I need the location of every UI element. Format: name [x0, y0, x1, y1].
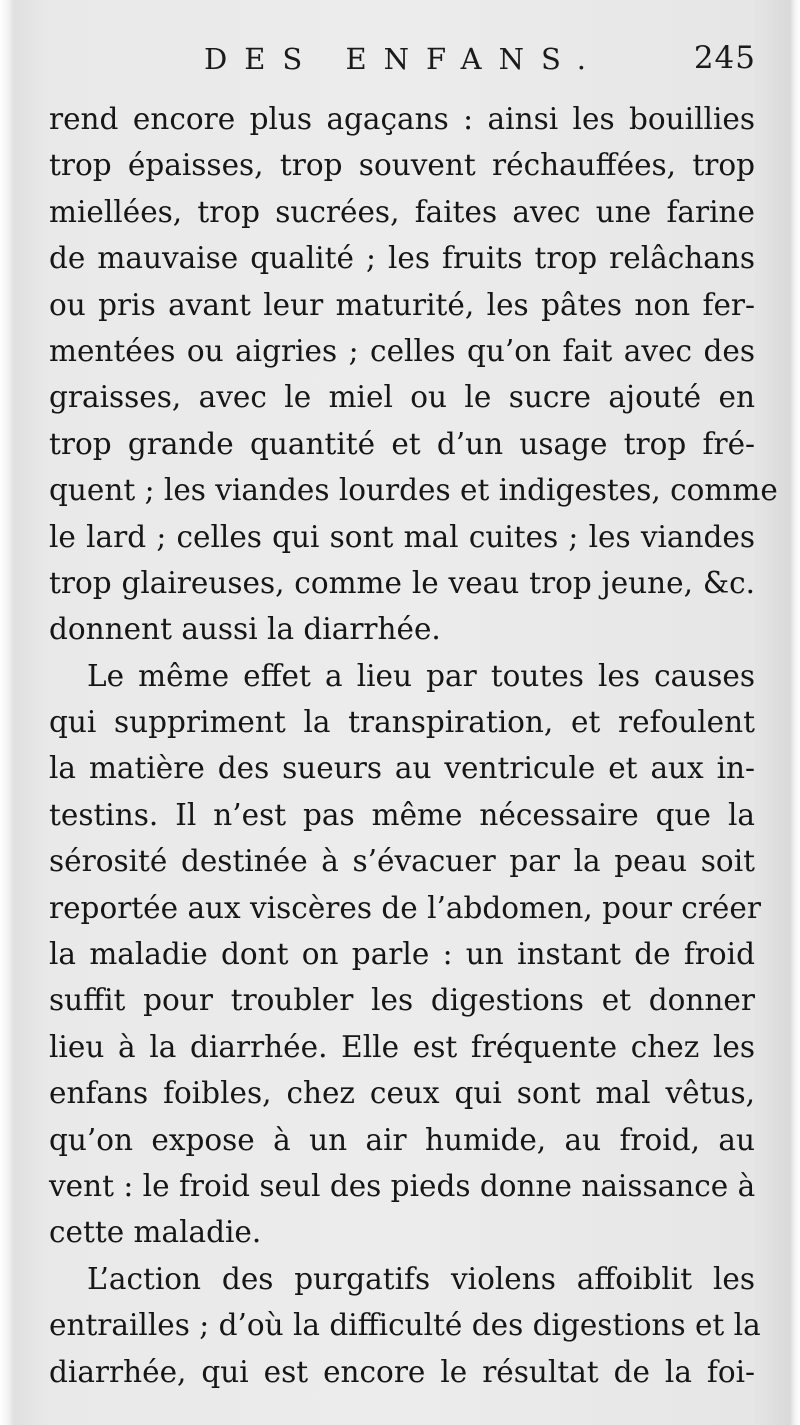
- text-line: lieu à la diarrhée. Elle est fréquente chez les: [49, 1029, 755, 1064]
- text-line: vent : le froid seul des pieds donne naissance à: [49, 1168, 756, 1203]
- page-edge-right: [790, 0, 800, 1425]
- text-line: enfans foibles, chez ceux qui sont mal vêtus,: [49, 1076, 755, 1111]
- page-header: [48, 38, 760, 88]
- page-edge-left: [0, 0, 14, 1425]
- paragraph-start-line: Le même effet a lieu par toutes les causes: [87, 658, 755, 693]
- text-line: trop épaisses, trop souvent réchauffées, trop: [49, 148, 755, 183]
- text-line: qui suppriment la transpiration, et refoulent: [49, 705, 755, 740]
- text-line: cette maladie.: [49, 1215, 262, 1250]
- text-line: de mauvaise qualité ; les fruits trop relâchans: [49, 241, 755, 276]
- text-line: le lard ; celles qui sont mal cuites ; les viandes: [49, 519, 755, 554]
- text-line: donnent aussi la diarrhée.: [49, 612, 441, 647]
- text-line: quent ; les viandes lourdes et indigestes, comme: [49, 473, 778, 508]
- text-line: la maladie dont on parle : un instant de froid: [49, 937, 755, 972]
- text-line: graisses, avec le miel ou le sucre ajouté en: [49, 380, 755, 415]
- text-line: suffit pour troubler les digestions et donner: [49, 983, 755, 1018]
- text-line: reportée aux viscères de l’abdomen, pour créer: [49, 890, 761, 925]
- running-title: DES ENFANS.: [204, 42, 604, 76]
- text-line: diarrhée, qui est encore le résultat de la foi-: [49, 1354, 755, 1389]
- text-line: qu’on expose à un air humide, au froid, au: [49, 1122, 755, 1157]
- body-text: [49, 96, 778, 1395]
- text-line: sérosité destinée à s’évacuer par la peau soit: [49, 844, 755, 879]
- text-line: trop grande quantité et d’un usage trop fré-: [49, 426, 755, 461]
- text-line: ou pris avant leur maturité, les pâtes non fer-: [49, 287, 755, 322]
- text-line: trop glaireuses, comme le veau trop jeune, &c.: [49, 565, 755, 600]
- paragraph-start-line: L’action des purgatifs violens affoiblit les: [87, 1261, 755, 1296]
- text-line: miellées, trop sucrées, faites avec une farine: [49, 194, 755, 229]
- text-line: rend encore plus agaçans : ainsi les bouillies: [49, 102, 755, 136]
- text-line: entrailles ; d’où la difficulté des digestions et la: [49, 1308, 761, 1343]
- text-line: la matière des sueurs au ventricule et aux in-: [49, 751, 755, 786]
- page-number: 245: [693, 40, 756, 76]
- text-line: mentées ou aigries ; celles qu’on fait avec des: [49, 333, 755, 368]
- text-line: testins. Il n’est pas même nécessaire que la: [49, 797, 755, 832]
